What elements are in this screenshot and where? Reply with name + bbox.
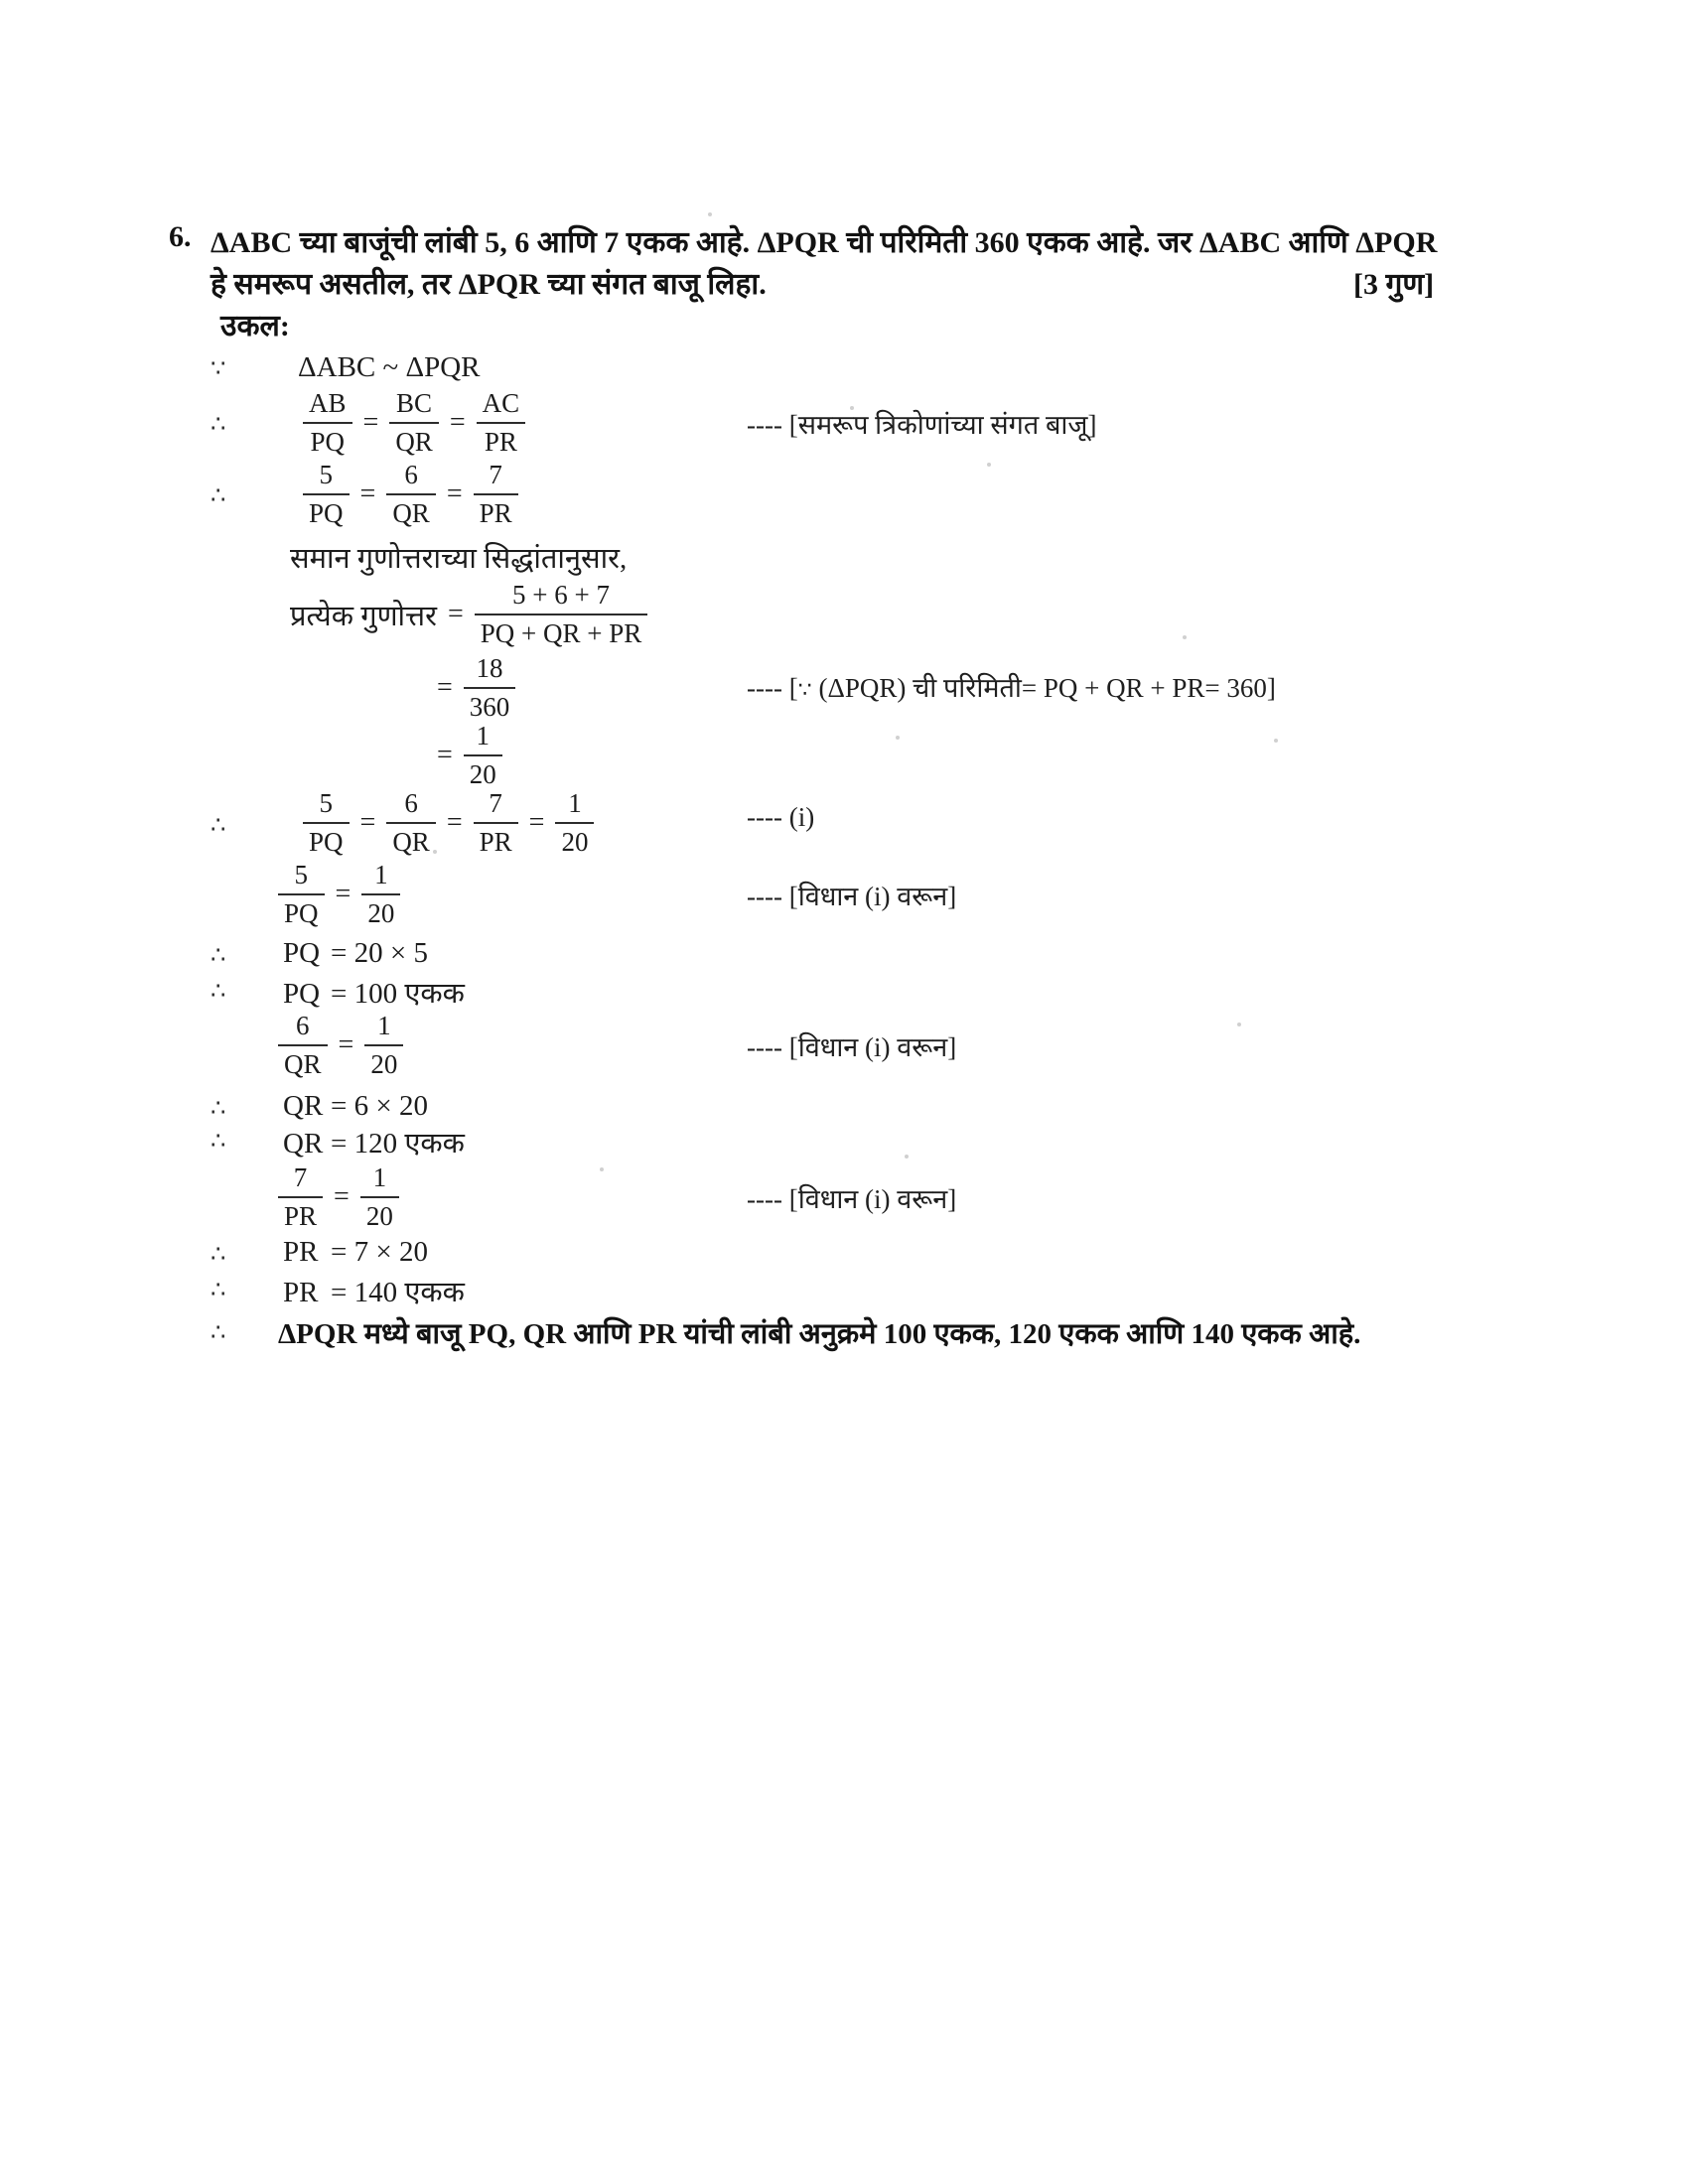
therefore-symbol: ∴ — [211, 1240, 226, 1268]
each-ratio-row — [290, 576, 647, 653]
fraction-numerator: 1 — [361, 860, 400, 895]
fraction-denominator: QR — [395, 427, 433, 457]
each-ratio-label: प्रत्येक गुणोत्तर — [290, 600, 437, 632]
fraction-denominator: PQ — [309, 827, 344, 857]
reason-comment: ---- [समरूप त्रिकोणांच्या संगत बाजू] — [747, 410, 1097, 440]
problem-number: 6. — [169, 220, 192, 253]
equals-sign: = — [335, 879, 352, 909]
fraction-numerator: 18 — [464, 653, 516, 689]
side-label: PQ — [283, 937, 321, 969]
therefore-symbol: ∴ — [211, 1276, 226, 1303]
reference-comment: ---- [विधान (i) वरून] — [747, 1184, 957, 1214]
fraction — [389, 388, 439, 458]
fraction-denominator: PR — [479, 827, 512, 857]
fraction-numerator: 1 — [555, 788, 594, 824]
equals-sign: = — [334, 1181, 350, 1212]
fraction-numerator: 5 — [278, 860, 325, 895]
scan-speck — [905, 1155, 909, 1159]
fraction-denominator: PQ — [310, 427, 346, 457]
fraction-numerator: 6 — [386, 788, 436, 824]
side-label: QR — [283, 1090, 324, 1122]
ratio-letters-row — [303, 384, 525, 462]
fraction-denominator: 20 — [469, 759, 496, 789]
fraction — [474, 460, 518, 529]
qr-calc-row — [283, 1090, 428, 1123]
fraction — [474, 788, 518, 858]
fraction-numerator: 1 — [360, 1162, 399, 1198]
fraction-denominator: 20 — [365, 1201, 393, 1231]
fraction-denominator: PQ — [284, 898, 319, 928]
fraction-denominator: 20 — [370, 1049, 398, 1079]
equals-sign: = — [447, 599, 464, 629]
fraction-denominator: QR — [392, 498, 430, 528]
equals-sign: = — [528, 807, 545, 838]
fraction-numerator: 7 — [278, 1162, 323, 1198]
fraction-numerator: AC — [477, 388, 526, 424]
fraction-denominator: PQ + QR + PR — [480, 618, 642, 648]
fraction — [555, 788, 594, 858]
fraction — [475, 580, 648, 649]
solution-header: उकल: — [220, 310, 290, 342]
marks-badge: [3 गुण] — [1353, 268, 1435, 301]
fraction-denominator: 20 — [367, 898, 395, 928]
therefore-symbol: ∴ — [211, 1318, 226, 1346]
fraction — [464, 653, 516, 723]
reference-comment: ---- [विधान (i) वरून] — [747, 882, 957, 911]
fraction-denominator: PR — [479, 498, 512, 528]
scan-speck — [896, 736, 900, 740]
pq-calc-row — [283, 937, 428, 970]
equals-sign: = — [362, 407, 379, 438]
fraction-denominator: PQ — [309, 498, 344, 528]
fraction-numerator: 6 — [386, 460, 436, 495]
scan-speck — [850, 406, 854, 410]
scan-speck — [433, 850, 437, 854]
ratio-values-row — [303, 456, 518, 533]
fraction — [278, 860, 325, 929]
fraction-numerator: 5 — [303, 460, 350, 495]
scan-speck — [1183, 635, 1187, 639]
calc-value: = 6 × 20 — [331, 1090, 428, 1122]
problem-statement-line2: हे समरूप असतील, तर ΔPQR च्या संगत बाजू लिहा. — [211, 268, 767, 301]
conclusion-statement: ΔPQR मध्ये बाजू PQ, QR आणि PR यांची लांबी अनुक्रमे 100 एकक, 120 एकक आणि 140 एकक आहे. — [278, 1318, 1361, 1350]
comment-prefix: ---- [ — [747, 673, 798, 703]
fraction — [278, 1162, 323, 1232]
problem-statement-line1: ΔABC च्या बाजूंची लांबी 5, 6 आणि 7 एकक आहे. ΔPQR ची परिमिती 360 एकक आहे. जर ΔABC आणि ΔPQR — [211, 226, 1438, 259]
scan-speck — [987, 463, 991, 467]
value-1-20-row — [426, 717, 502, 794]
equals-sign: = — [437, 740, 453, 770]
fraction — [361, 860, 400, 929]
fraction — [303, 788, 350, 858]
reference-comment: ---- [विधान (i) वरून] — [747, 1032, 957, 1062]
fraction-denominator: 360 — [469, 692, 510, 722]
pr-calc-row — [283, 1236, 428, 1269]
pq-ratio-row — [278, 856, 400, 933]
equals-sign: = — [359, 478, 376, 509]
therefore-symbol: ∴ — [211, 410, 226, 438]
equals-sign: = — [338, 1029, 354, 1060]
fraction-numerator: 5 + 6 + 7 — [475, 580, 648, 615]
fraction — [303, 460, 350, 529]
fraction-denominator: QR — [392, 827, 430, 857]
result-value: = 140 एकक — [331, 1277, 465, 1308]
fraction-numerator: 5 — [303, 788, 350, 824]
side-label: PQ — [283, 978, 321, 1010]
therefore-symbol: ∴ — [211, 811, 226, 839]
because-symbol: ∵ — [211, 354, 226, 382]
equals-sign: = — [446, 807, 463, 838]
qr-ratio-row — [278, 1007, 403, 1084]
pr-ratio-row — [278, 1159, 399, 1236]
fraction-numerator: BC — [389, 388, 439, 424]
similarity-statement: ΔABC ~ ΔPQR — [298, 351, 481, 383]
fraction-numerator: 6 — [278, 1011, 328, 1046]
comment-rest: (ΔPQR) ची परिमिती= PQ + QR + PR= 360] — [811, 673, 1276, 703]
equals-sign: = — [359, 807, 376, 838]
fraction — [464, 721, 502, 790]
therefore-symbol: ∴ — [211, 977, 226, 1005]
fraction-numerator: 1 — [464, 721, 502, 756]
fraction — [364, 1011, 403, 1080]
fraction — [477, 388, 526, 458]
calc-value: = 20 × 5 — [331, 937, 428, 969]
perimeter-comment — [747, 668, 1276, 705]
statement-i-comment: ---- (i) — [747, 802, 815, 832]
therefore-symbol: ∴ — [211, 481, 226, 509]
result-value: = 120 एकक — [331, 1128, 465, 1160]
therefore-symbol: ∴ — [211, 941, 226, 969]
equals-sign: = — [446, 478, 463, 509]
fraction-numerator: 1 — [364, 1011, 403, 1046]
fraction-numerator: 7 — [474, 460, 518, 495]
fraction — [278, 1011, 328, 1080]
side-label: PR — [283, 1277, 319, 1308]
equals-sign: = — [449, 407, 466, 438]
value-18-360-row — [426, 649, 515, 727]
pr-result-row — [283, 1272, 465, 1310]
because-symbol: ∵ — [797, 678, 812, 703]
equals-sign: = — [437, 672, 453, 703]
scan-speck — [600, 1167, 604, 1171]
fraction — [386, 788, 436, 858]
calc-value: = 7 × 20 — [331, 1236, 428, 1268]
fraction-numerator: 7 — [474, 788, 518, 824]
side-label: QR — [283, 1128, 324, 1160]
theorem-statement: समान गुणोत्तराच्या सिद्धांतानुसार, — [290, 543, 628, 575]
fraction-denominator: QR — [284, 1049, 322, 1079]
therefore-symbol: ∴ — [211, 1094, 226, 1122]
side-label: PR — [283, 1236, 319, 1268]
therefore-symbol: ∴ — [211, 1127, 226, 1155]
scan-speck — [708, 212, 712, 216]
scan-speck — [1237, 1023, 1241, 1026]
fraction-denominator: PR — [284, 1201, 318, 1231]
combined-ratio-row — [303, 784, 594, 862]
fraction — [386, 460, 436, 529]
fraction — [360, 1162, 399, 1232]
fraction-denominator: PR — [484, 427, 517, 457]
scan-speck — [1274, 739, 1278, 743]
qr-result-row — [283, 1123, 465, 1161]
result-value: = 100 एकक — [331, 978, 465, 1010]
fraction — [303, 388, 352, 458]
fraction-denominator: 20 — [561, 827, 589, 857]
fraction-numerator: AB — [303, 388, 352, 424]
